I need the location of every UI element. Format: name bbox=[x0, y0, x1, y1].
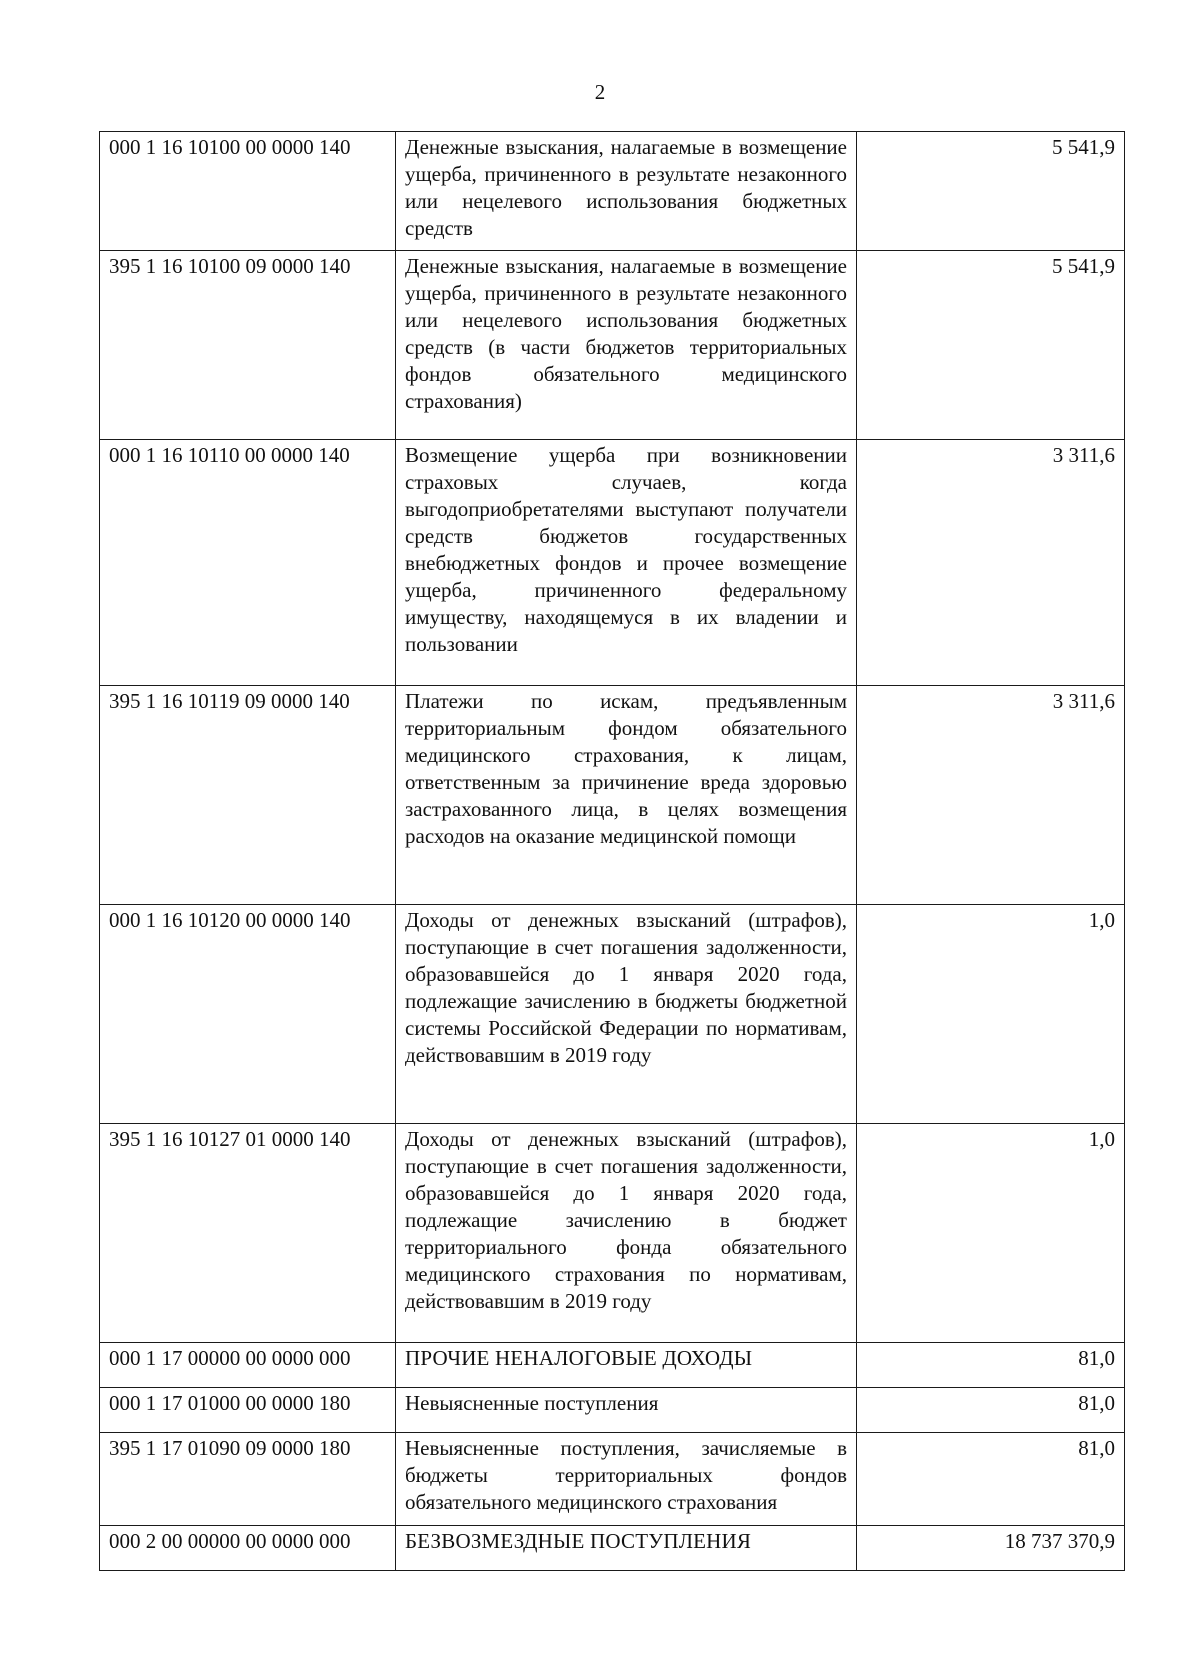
revenue-amount: 1,0 bbox=[857, 905, 1125, 1124]
revenue-name: Денежные взыскания, налагаемые в возмещение ущерба, причиненного в результате незаконного или нецелевого использования бюджетных средств (в части бюджетов территориальных фондов обязательного медицинского страхования) bbox=[396, 251, 857, 440]
revenue-amount: 3 311,6 bbox=[857, 440, 1125, 686]
table-row bbox=[100, 1343, 1125, 1388]
revenue-code: 000 1 17 01000 00 0000 180 bbox=[100, 1388, 396, 1433]
budget-revenue-table bbox=[99, 131, 1125, 1571]
revenue-code: 000 1 16 10100 00 0000 140 bbox=[100, 132, 396, 251]
revenue-amount: 18 737 370,9 bbox=[857, 1526, 1125, 1571]
revenue-code: 395 1 17 01090 09 0000 180 bbox=[100, 1433, 396, 1526]
revenue-code: 000 1 17 00000 00 0000 000 bbox=[100, 1343, 396, 1388]
table-row bbox=[100, 686, 1125, 905]
revenue-name: Невыясненные поступления, зачисляемые в бюджеты территориальных фондов обязательного медицинского страхования bbox=[396, 1433, 857, 1526]
revenue-name: Доходы от денежных взысканий (штрафов), поступающие в счет погашения задолженности, образовавшейся до 1 января 2020 года, подлежащие зачислению в бюджеты бюджетной системы Российской Федерации по нормативам, действовавшим в 2019 году bbox=[396, 905, 857, 1124]
revenue-code: 000 1 16 10120 00 0000 140 bbox=[100, 905, 396, 1124]
revenue-amount: 1,0 bbox=[857, 1124, 1125, 1343]
revenue-code: 395 1 16 10100 09 0000 140 bbox=[100, 251, 396, 440]
revenue-name: Доходы от денежных взысканий (штрафов), поступающие в счет погашения задолженности, образовавшейся до 1 января 2020 года, подлежащие зачислению в бюджет территориального фонда обязательного медицинского страхования по нормативам, действовавшим в 2019 году bbox=[396, 1124, 857, 1343]
revenue-amount: 5 541,9 bbox=[857, 251, 1125, 440]
table-row bbox=[100, 132, 1125, 251]
revenue-code: 000 1 16 10110 00 0000 140 bbox=[100, 440, 396, 686]
revenue-amount: 5 541,9 bbox=[857, 132, 1125, 251]
revenue-name: Денежные взыскания, налагаемые в возмещение ущерба, причиненного в результате незаконного или нецелевого использования бюджетных средств bbox=[396, 132, 857, 251]
table-row bbox=[100, 1526, 1125, 1571]
revenue-name: Невыясненные поступления bbox=[396, 1388, 857, 1433]
revenue-code: 395 1 16 10127 01 0000 140 bbox=[100, 1124, 396, 1343]
revenue-name: Возмещение ущерба при возникновении страховых случаев, когда выгодоприобретателями выступают получатели средств бюджетов государственных внебюджетных фондов и прочее возмещение ущерба, причиненного федеральному имуществу, находящемуся в их владении и пользовании bbox=[396, 440, 857, 686]
table-row bbox=[100, 1433, 1125, 1526]
table-row bbox=[100, 905, 1125, 1124]
revenue-amount: 3 311,6 bbox=[857, 686, 1125, 905]
revenue-name: ПРОЧИЕ НЕНАЛОГОВЫЕ ДОХОДЫ bbox=[396, 1343, 857, 1388]
table-row bbox=[100, 251, 1125, 440]
table-row bbox=[100, 1388, 1125, 1433]
revenue-amount: 81,0 bbox=[857, 1388, 1125, 1433]
table-row bbox=[100, 1124, 1125, 1343]
revenue-amount: 81,0 bbox=[857, 1433, 1125, 1526]
revenue-name: БЕЗВОЗМЕЗДНЫЕ ПОСТУПЛЕНИЯ bbox=[396, 1526, 857, 1571]
revenue-code: 000 2 00 00000 00 0000 000 bbox=[100, 1526, 396, 1571]
revenue-code: 395 1 16 10119 09 0000 140 bbox=[100, 686, 396, 905]
table-row bbox=[100, 440, 1125, 686]
revenue-name: Платежи по искам, предъявленным территориальным фондом обязательного медицинского страхования, к лицам, ответственным за причинение вреда здоровью застрахованного лица, в целях возмещения расходов на оказание медицинской помощи bbox=[396, 686, 857, 905]
revenue-amount: 81,0 bbox=[857, 1343, 1125, 1388]
page-number: 2 bbox=[594, 80, 606, 104]
